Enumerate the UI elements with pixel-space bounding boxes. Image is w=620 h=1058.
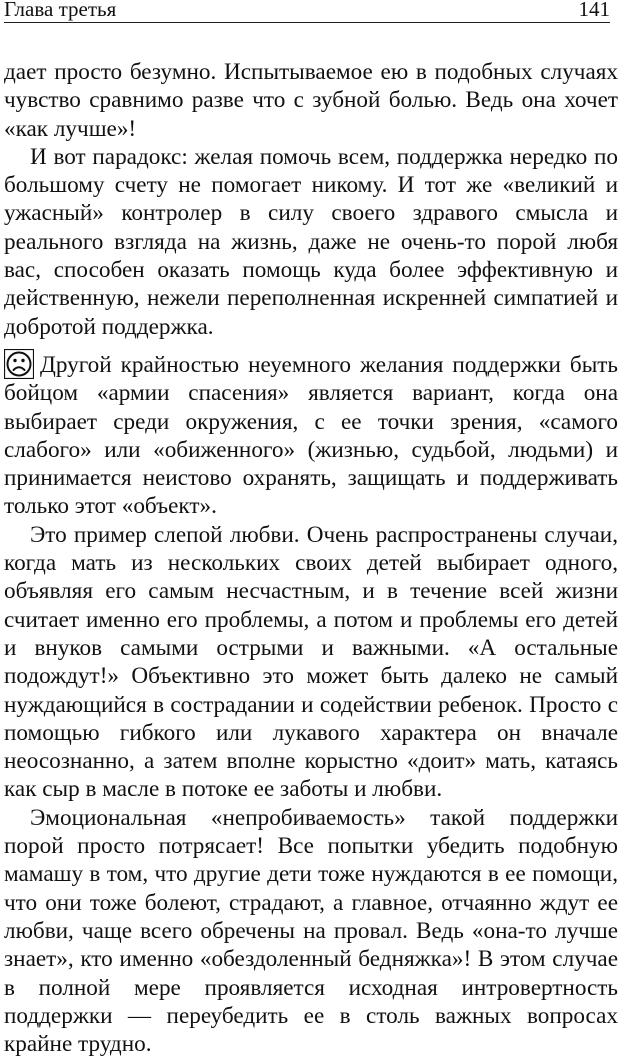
page-header [4,0,610,23]
paragraph: Эмоциональная «непробиваемость» такой поддержки порой просто потрясает! Все попытки убедить подобную мамашу в том, что другие дети тоже нуждаются в ее помощи, что они тоже болеют, страдают, а главное, отчаянно ждут ее любви, чаще всего обречены на провал. Ведь «она-то лучше знает», кто именно «обездоленный бедняжка»! В этом случае в полной мере проявляется исходная интровертность поддержки — переубедить ее в столь важных вопросах крайне трудно. [4,804,618,1058]
paragraph-with-icon [4,349,618,521]
paragraph: дает просто безумно. Испытываемое ею в подобных случаях чувство сравнимо разве что с зубной болью. Ведь она хочет «как лучше»! [4,59,618,142]
paragraph: Это пример слепой любви. Очень распространены случаи, когда мать из нескольких своих детей выбирает одного, объявляя его самым несчастным, и в течение всей жизни считает именно его проблемы, а потом и проблемы его детей и внуков самыми острыми и важными. «А остальные подождут!» Объективно это может быть далеко не самый нуждающийся в сострадании и содействии ребенок. Просто с помощью гибкого или лукавого характера он вначале неосознанно, а затем вполне корыстно «доит» мать, катаясь как сыр в масле в потоке ее заботы и любви. [4,521,618,803]
paragraph-text: Другой крайностью неуемного желания поддержки быть бойцом «армии спасения» является вариант, когда она выбирает среди окружения, с ее точки зрения, «самого слабого» или «обиженного» (жизнью, судьбой, людьми) и принимается неистово охранять, защищать и поддерживать только этот «объект». [4,351,618,520]
page-number: 141 [578,0,610,21]
chapter-title: Глава третья [4,0,117,21]
paragraph: И вот парадокс: желая помочь всем, поддержка нередко по большому счету не помогает никому. И тот же «великий и ужасный» контролер в силу своего здравого смысла и реального взгляда на жизнь, даже не очень-то порой любя вас, способен оказать помощь куда более эффективную и действенную, нежели переполненная искренней симпатией и добротой поддержка. [4,143,618,340]
sad-face-icon [4,349,34,379]
page-body [4,58,618,1058]
